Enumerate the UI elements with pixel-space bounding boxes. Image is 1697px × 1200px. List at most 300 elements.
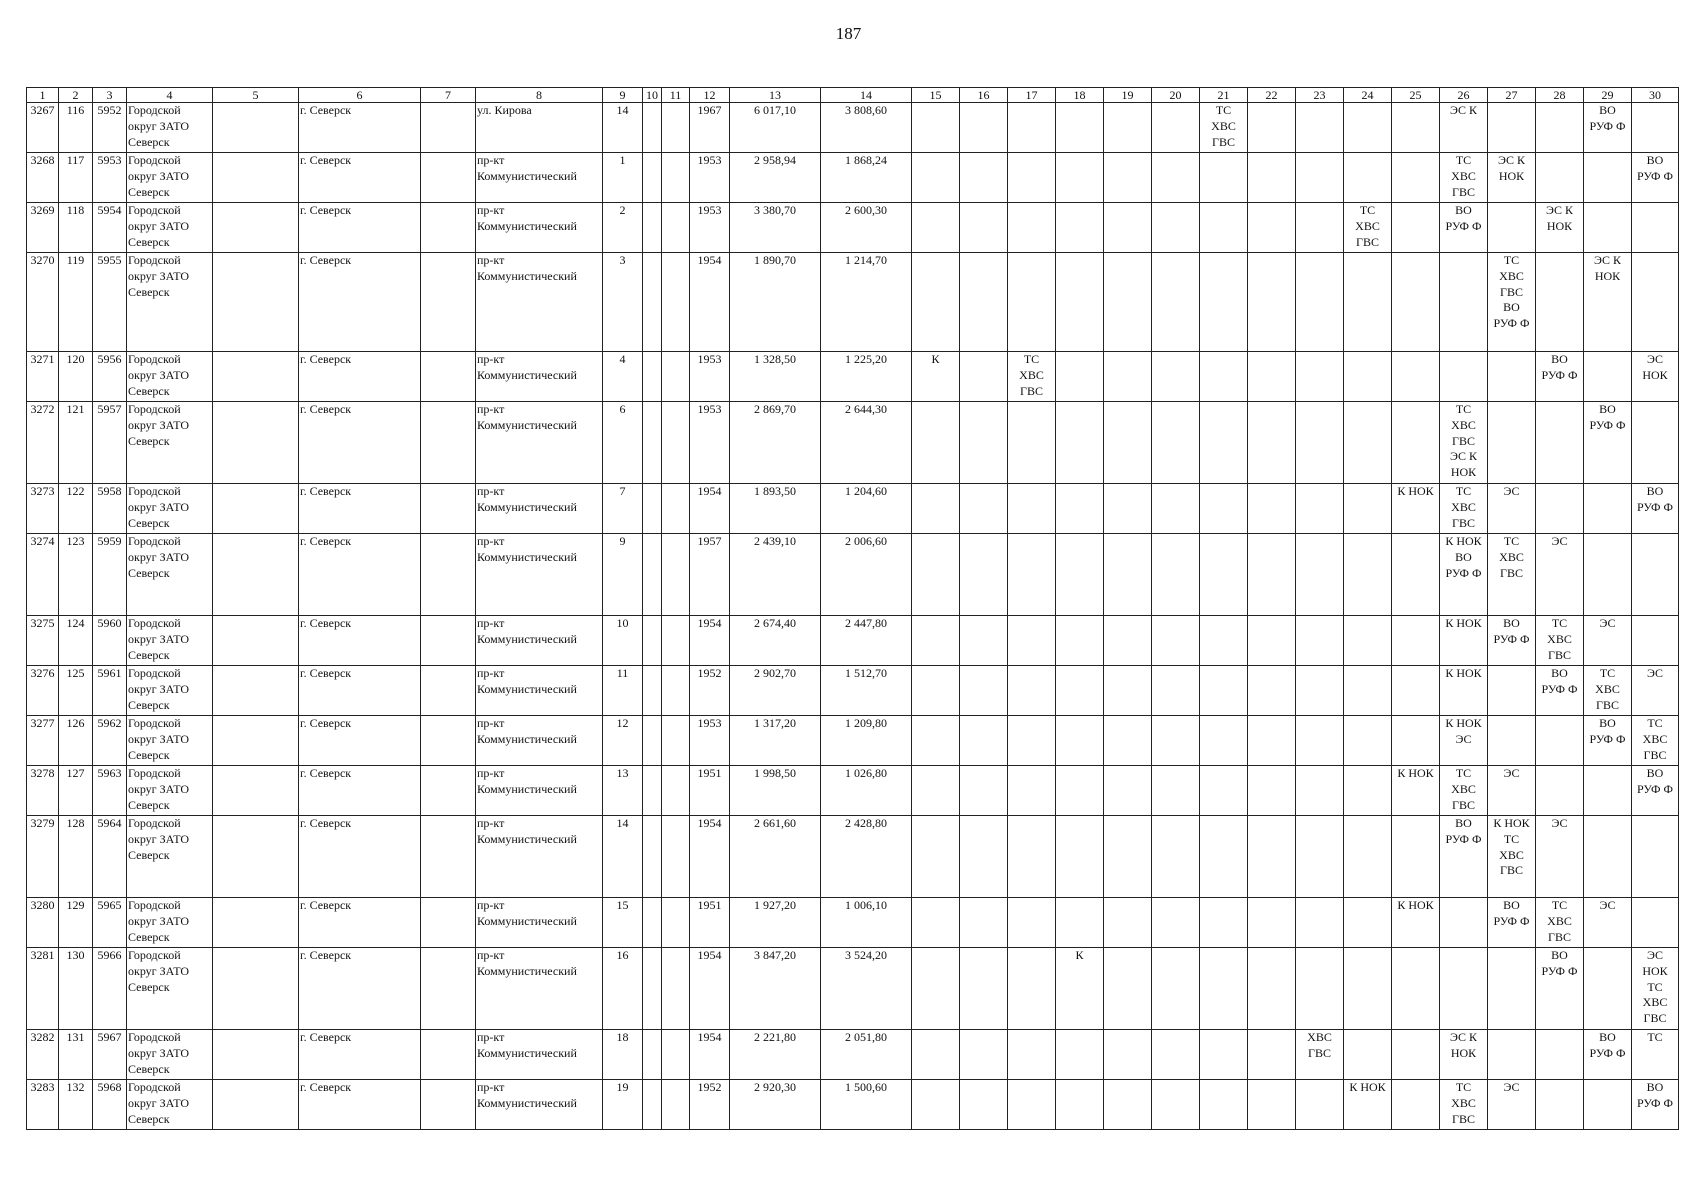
- table-cell: 131: [59, 1030, 93, 1080]
- table-row: [27, 402, 1679, 484]
- table-cell: 2 439,10: [730, 534, 821, 616]
- table-cell: 121: [59, 402, 93, 484]
- table-cell: [643, 716, 662, 766]
- table-cell: [643, 203, 662, 253]
- table-cell: 1953: [690, 153, 730, 203]
- table-cell: [421, 103, 476, 153]
- table-cell: [213, 616, 299, 666]
- table-cell: [1584, 534, 1632, 616]
- table-cell: 7: [603, 484, 643, 534]
- table-cell: [960, 534, 1008, 616]
- table-cell: [643, 484, 662, 534]
- table-cell: [1296, 153, 1344, 203]
- table-cell: [421, 766, 476, 816]
- table-cell: К НОК: [1392, 898, 1440, 948]
- table-cell: ТС ХВС ГВС: [1632, 716, 1679, 766]
- table-cell: г. Северск: [299, 534, 421, 616]
- table-cell: [1200, 352, 1248, 402]
- table-cell: ЭС НОК ТС ХВС ГВС: [1632, 948, 1679, 1030]
- table-cell: 2 600,30: [821, 203, 912, 253]
- table-cell: ВО РУФ Ф: [1536, 666, 1584, 716]
- table-cell: [1200, 153, 1248, 203]
- table-cell: 3 524,20: [821, 948, 912, 1030]
- table-cell: 5962: [93, 716, 127, 766]
- table-cell: 1953: [690, 716, 730, 766]
- table-cell: [1536, 253, 1584, 352]
- table-cell: 14: [603, 103, 643, 153]
- table-cell: [1632, 203, 1679, 253]
- column-header: 8: [476, 88, 603, 103]
- table-cell: Городской округ ЗАТО Северск: [127, 948, 213, 1030]
- table-cell: 3280: [27, 898, 59, 948]
- table-cell: 6 017,10: [730, 103, 821, 153]
- table-cell: ТС ХВС ГВС: [1440, 153, 1488, 203]
- table-cell: Городской округ ЗАТО Северск: [127, 352, 213, 402]
- table-cell: [1536, 766, 1584, 816]
- table-row: [27, 352, 1679, 402]
- table-cell: [1392, 534, 1440, 616]
- table-cell: [1152, 402, 1200, 484]
- table-cell: [1488, 948, 1536, 1030]
- table-cell: г. Северск: [299, 253, 421, 352]
- table-row: [27, 948, 1679, 1030]
- table-cell: [1056, 1030, 1104, 1080]
- table-cell: ТС ХВС ГВС ВО РУФ Ф: [1488, 253, 1536, 352]
- table-row: [27, 766, 1679, 816]
- column-header: 30: [1632, 88, 1679, 103]
- table-cell: [960, 766, 1008, 816]
- table-cell: 1953: [690, 352, 730, 402]
- table-cell: [643, 534, 662, 616]
- table-cell: 5955: [93, 253, 127, 352]
- table-cell: [1248, 948, 1296, 1030]
- table-cell: 5967: [93, 1030, 127, 1080]
- column-header: 4: [127, 88, 213, 103]
- table-cell: 3277: [27, 716, 59, 766]
- table-row: [27, 534, 1679, 616]
- table-cell: г. Северск: [299, 948, 421, 1030]
- column-header: 22: [1248, 88, 1296, 103]
- table-cell: [1008, 616, 1056, 666]
- table-cell: [1056, 898, 1104, 948]
- table-cell: 3: [603, 253, 643, 352]
- table-cell: [662, 766, 690, 816]
- table-cell: 2 902,70: [730, 666, 821, 716]
- table-cell: [1248, 253, 1296, 352]
- table-cell: 130: [59, 948, 93, 1030]
- column-header: 26: [1440, 88, 1488, 103]
- table-cell: г. Северск: [299, 203, 421, 253]
- table-cell: Городской округ ЗАТО Северск: [127, 1030, 213, 1080]
- table-cell: 1954: [690, 484, 730, 534]
- table-cell: 1953: [690, 203, 730, 253]
- table-cell: ТС: [1632, 1030, 1679, 1080]
- table-cell: Городской округ ЗАТО Северск: [127, 484, 213, 534]
- table-cell: [662, 816, 690, 898]
- table-cell: 2 920,30: [730, 1080, 821, 1130]
- column-header: 18: [1056, 88, 1104, 103]
- table-cell: [1632, 253, 1679, 352]
- table-cell: ЭС НОК: [1632, 352, 1679, 402]
- table-cell: 5957: [93, 402, 127, 484]
- table-cell: [1296, 816, 1344, 898]
- table-cell: [1056, 203, 1104, 253]
- table-cell: [912, 666, 960, 716]
- table-cell: [1440, 253, 1488, 352]
- table-cell: [960, 253, 1008, 352]
- table-cell: [1248, 898, 1296, 948]
- table-cell: 1 500,60: [821, 1080, 912, 1130]
- table-cell: [1200, 484, 1248, 534]
- table-cell: [1632, 616, 1679, 666]
- table-cell: [1200, 716, 1248, 766]
- table-cell: [421, 666, 476, 716]
- table-cell: пр-кт Коммунистический: [476, 1080, 603, 1130]
- table-cell: [1104, 898, 1152, 948]
- table-cell: г. Северск: [299, 716, 421, 766]
- column-header: 15: [912, 88, 960, 103]
- table-cell: 1 927,20: [730, 898, 821, 948]
- table-cell: ЭС: [1584, 898, 1632, 948]
- table-cell: [1152, 1080, 1200, 1130]
- table-cell: [1008, 816, 1056, 898]
- table-cell: 5958: [93, 484, 127, 534]
- table-cell: [1536, 484, 1584, 534]
- table-cell: [1008, 766, 1056, 816]
- table-cell: [1296, 898, 1344, 948]
- table-cell: [1584, 203, 1632, 253]
- table-cell: [643, 616, 662, 666]
- table-cell: ВО РУФ Ф: [1584, 103, 1632, 153]
- table-cell: пр-кт Коммунистический: [476, 534, 603, 616]
- table-cell: [1248, 534, 1296, 616]
- table-cell: [1296, 253, 1344, 352]
- table-cell: [1152, 153, 1200, 203]
- table-cell: [1104, 402, 1152, 484]
- table-cell: [1584, 766, 1632, 816]
- table-cell: [1344, 1030, 1392, 1080]
- table-cell: [912, 716, 960, 766]
- table-cell: [1248, 816, 1296, 898]
- table-cell: [1104, 766, 1152, 816]
- table-cell: [421, 816, 476, 898]
- table-cell: [1056, 534, 1104, 616]
- table-cell: 129: [59, 898, 93, 948]
- table-cell: [1008, 1080, 1056, 1130]
- table-cell: ЭС: [1488, 1080, 1536, 1130]
- table-cell: Городской округ ЗАТО Северск: [127, 716, 213, 766]
- table-cell: [912, 1080, 960, 1130]
- table-cell: [1200, 1030, 1248, 1080]
- table-cell: [1392, 253, 1440, 352]
- table-cell: [1056, 352, 1104, 402]
- table-cell: [1104, 103, 1152, 153]
- table-cell: 5961: [93, 666, 127, 716]
- table-cell: Городской округ ЗАТО Северск: [127, 203, 213, 253]
- table-cell: ВО РУФ Ф: [1488, 898, 1536, 948]
- table-cell: [421, 352, 476, 402]
- table-cell: 2 661,60: [730, 816, 821, 898]
- table-cell: [1632, 103, 1679, 153]
- table-cell: [912, 948, 960, 1030]
- table-cell: [1632, 402, 1679, 484]
- table-cell: [1392, 1030, 1440, 1080]
- table-cell: [1488, 716, 1536, 766]
- table-cell: [1344, 616, 1392, 666]
- table-cell: [1296, 716, 1344, 766]
- table-cell: ВО РУФ Ф: [1488, 616, 1536, 666]
- table-cell: г. Северск: [299, 898, 421, 948]
- table-cell: пр-кт Коммунистический: [476, 898, 603, 948]
- table-cell: [1296, 103, 1344, 153]
- table-cell: ЭС: [1632, 666, 1679, 716]
- table-cell: [1056, 616, 1104, 666]
- table-cell: [421, 203, 476, 253]
- table-row: [27, 666, 1679, 716]
- table-cell: [1104, 352, 1152, 402]
- table-cell: [1392, 948, 1440, 1030]
- table-cell: [1440, 948, 1488, 1030]
- table-cell: 5960: [93, 616, 127, 666]
- table-cell: [960, 103, 1008, 153]
- table-cell: [643, 816, 662, 898]
- table-cell: 116: [59, 103, 93, 153]
- table-cell: [1296, 666, 1344, 716]
- table-cell: [1344, 816, 1392, 898]
- table-cell: 3276: [27, 666, 59, 716]
- table-cell: [912, 484, 960, 534]
- table-cell: 3 808,60: [821, 103, 912, 153]
- table-cell: 11: [603, 666, 643, 716]
- table-cell: [1104, 816, 1152, 898]
- table-cell: 120: [59, 352, 93, 402]
- table-cell: ВО РУФ Ф: [1440, 816, 1488, 898]
- table-cell: К НОК: [1392, 484, 1440, 534]
- table-cell: 3278: [27, 766, 59, 816]
- table-cell: К НОК: [1344, 1080, 1392, 1130]
- table-cell: [1104, 1030, 1152, 1080]
- table-cell: [1056, 666, 1104, 716]
- table-cell: [1008, 716, 1056, 766]
- table-cell: г. Северск: [299, 616, 421, 666]
- table-cell: [1440, 352, 1488, 402]
- table-cell: ТС ХВС ГВС ЭС К НОК: [1440, 402, 1488, 484]
- table-cell: 1: [603, 153, 643, 203]
- column-header: 16: [960, 88, 1008, 103]
- table-cell: Городской округ ЗАТО Северск: [127, 898, 213, 948]
- table-cell: [643, 402, 662, 484]
- table-cell: 3274: [27, 534, 59, 616]
- table-cell: [1152, 1030, 1200, 1080]
- table-cell: 5968: [93, 1080, 127, 1130]
- table-cell: 2 428,80: [821, 816, 912, 898]
- table-cell: 6: [603, 402, 643, 484]
- table-cell: [1152, 534, 1200, 616]
- table-cell: [662, 948, 690, 1030]
- table-cell: К НОК: [1440, 616, 1488, 666]
- table-cell: [213, 352, 299, 402]
- table-cell: [1152, 352, 1200, 402]
- table-cell: [1488, 203, 1536, 253]
- table-cell: [213, 766, 299, 816]
- table-cell: [1152, 816, 1200, 898]
- table-cell: [1296, 948, 1344, 1030]
- table-cell: г. Северск: [299, 103, 421, 153]
- table-row: [27, 203, 1679, 253]
- table-cell: [421, 253, 476, 352]
- table-cell: [213, 153, 299, 203]
- table-cell: 118: [59, 203, 93, 253]
- table-cell: [421, 1080, 476, 1130]
- table-cell: [912, 402, 960, 484]
- table-cell: 128: [59, 816, 93, 898]
- table-cell: [1344, 253, 1392, 352]
- table-cell: 3279: [27, 816, 59, 898]
- table-cell: [213, 203, 299, 253]
- table-cell: [1488, 666, 1536, 716]
- table-cell: ТС ХВС ГВС: [1488, 534, 1536, 616]
- table-cell: К: [912, 352, 960, 402]
- table-cell: [1344, 534, 1392, 616]
- table-cell: 1 204,60: [821, 484, 912, 534]
- table-cell: пр-кт Коммунистический: [476, 766, 603, 816]
- table-cell: [1104, 153, 1152, 203]
- table-cell: пр-кт Коммунистический: [476, 153, 603, 203]
- table-cell: К: [1056, 948, 1104, 1030]
- table-cell: [1536, 1080, 1584, 1130]
- table-cell: Городской округ ЗАТО Северск: [127, 103, 213, 153]
- table-cell: [1536, 402, 1584, 484]
- table-cell: [213, 534, 299, 616]
- table-cell: 5956: [93, 352, 127, 402]
- table-cell: 15: [603, 898, 643, 948]
- table-cell: К НОК ЭС: [1440, 716, 1488, 766]
- table-cell: [662, 1030, 690, 1080]
- table-cell: 18: [603, 1030, 643, 1080]
- table-cell: [1344, 948, 1392, 1030]
- table-cell: [1248, 402, 1296, 484]
- table-cell: [1152, 898, 1200, 948]
- table-cell: К НОК: [1440, 666, 1488, 716]
- table-cell: [1200, 203, 1248, 253]
- table-cell: [421, 948, 476, 1030]
- table-cell: [1344, 898, 1392, 948]
- table-cell: [1152, 616, 1200, 666]
- table-cell: [1152, 103, 1200, 153]
- table-cell: 1 328,50: [730, 352, 821, 402]
- table-cell: 3272: [27, 402, 59, 484]
- table-cell: [1584, 153, 1632, 203]
- table-cell: [662, 534, 690, 616]
- table-cell: 3282: [27, 1030, 59, 1080]
- table-cell: [1584, 352, 1632, 402]
- table-cell: [1392, 1080, 1440, 1130]
- table-cell: [1632, 534, 1679, 616]
- table-cell: г. Северск: [299, 1030, 421, 1080]
- table-cell: 1 998,50: [730, 766, 821, 816]
- table-cell: 5953: [93, 153, 127, 203]
- table-cell: [1056, 766, 1104, 816]
- table-cell: [1248, 1030, 1296, 1080]
- table-cell: ЭС: [1584, 616, 1632, 666]
- table-cell: [1392, 352, 1440, 402]
- table-cell: 16: [603, 948, 643, 1030]
- table-cell: [1104, 666, 1152, 716]
- table-cell: 1 317,20: [730, 716, 821, 766]
- table-cell: [1488, 1030, 1536, 1080]
- table-cell: 5965: [93, 898, 127, 948]
- table-cell: пр-кт Коммунистический: [476, 616, 603, 666]
- table-cell: [1584, 1080, 1632, 1130]
- table-cell: [1200, 402, 1248, 484]
- table-cell: ТС ХВС ГВС: [1200, 103, 1248, 153]
- table-cell: [1296, 484, 1344, 534]
- table-cell: пр-кт Коммунистический: [476, 484, 603, 534]
- table-cell: [1200, 534, 1248, 616]
- table-cell: 1 214,70: [821, 253, 912, 352]
- table-cell: [213, 484, 299, 534]
- table-cell: [1200, 666, 1248, 716]
- table-cell: К НОК ВО РУФ Ф: [1440, 534, 1488, 616]
- table-cell: [1344, 666, 1392, 716]
- table-cell: 4: [603, 352, 643, 402]
- table-row: [27, 103, 1679, 153]
- table-cell: ул. Кирова: [476, 103, 603, 153]
- table-cell: [960, 666, 1008, 716]
- table-cell: [1296, 203, 1344, 253]
- table-cell: [213, 898, 299, 948]
- table-cell: ТС ХВС ГВС: [1536, 616, 1584, 666]
- table-cell: [1344, 716, 1392, 766]
- table-cell: [1152, 948, 1200, 1030]
- table-cell: ЭС К НОК: [1440, 1030, 1488, 1080]
- column-header: 11: [662, 88, 690, 103]
- table-cell: ТС ХВС ГВС: [1536, 898, 1584, 948]
- table-cell: [912, 816, 960, 898]
- table-cell: Городской округ ЗАТО Северск: [127, 766, 213, 816]
- table-cell: 5963: [93, 766, 127, 816]
- table-cell: Городской округ ЗАТО Северск: [127, 153, 213, 203]
- table-cell: [1056, 402, 1104, 484]
- table-cell: 5966: [93, 948, 127, 1030]
- column-header: 5: [213, 88, 299, 103]
- column-header: 6: [299, 88, 421, 103]
- table-cell: [1008, 253, 1056, 352]
- table-cell: [1248, 716, 1296, 766]
- table-cell: [1152, 666, 1200, 716]
- table-cell: [960, 153, 1008, 203]
- table-cell: ЭС: [1536, 534, 1584, 616]
- column-header: 29: [1584, 88, 1632, 103]
- table-cell: [1200, 948, 1248, 1030]
- table-cell: 3283: [27, 1080, 59, 1130]
- table-cell: [1104, 253, 1152, 352]
- table-cell: 1 868,24: [821, 153, 912, 203]
- table-cell: [643, 253, 662, 352]
- table-cell: Городской округ ЗАТО Северск: [127, 534, 213, 616]
- table-cell: [662, 1080, 690, 1130]
- table-cell: [1584, 816, 1632, 898]
- table-cell: ТС ХВС ГВС: [1440, 1080, 1488, 1130]
- column-header: 24: [1344, 88, 1392, 103]
- table-cell: [421, 716, 476, 766]
- table-cell: [1488, 103, 1536, 153]
- table-cell: [1488, 352, 1536, 402]
- table-cell: Городской округ ЗАТО Северск: [127, 616, 213, 666]
- table-cell: 3281: [27, 948, 59, 1030]
- table-cell: К НОК: [1392, 766, 1440, 816]
- table-cell: [213, 402, 299, 484]
